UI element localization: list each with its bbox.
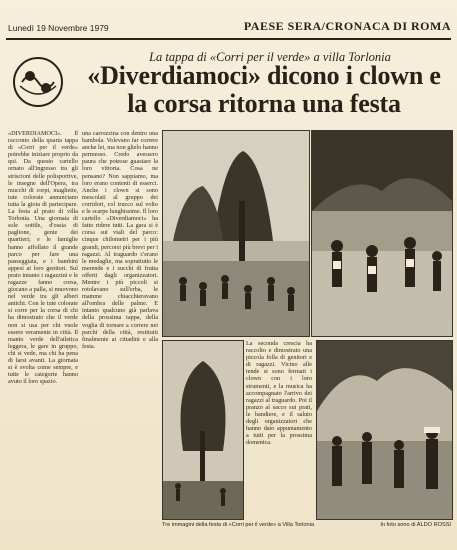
photo-credit: In foto sono di ALDO ROSSI (380, 522, 451, 528)
section-title: PAESE SERA/CRONACA DI ROMA (243, 19, 451, 33)
article-column-2: una carrozzina con dentro una bambola. Volevano far correre anche lei, ma non glielo hanno permesso. Credo avessero paura che potesse guastare la loro vittoria. Cosa ne pensano? Non sappiamo, ma loro erano contenti di esserci. Anche i clown si sono mescolati al gruppo dei corridori, col trucco sul volto e le scarpe lunghissime. Il loro cartello «Diverdiamoci» ha fatto ridere tutti. La gara si è corsa sui viali del parco: cinque chilometri per i più grandi, percorsi più brevi per i ragazzi. Al traguardo c'erano le medaglie, ma soprattutto le merende e i succhi di frutta offerti dagli organizzatori. Mentre i più piccoli si rotolavano sull'erba, le mamme chiacchieravano all'ombra delle palme. E intanto qualcuno già parlava della prossima tappa, della voglia di tornare a correre nei parchi della città, restituiti finalmente ai cittadini e alla festa. (82, 130, 158, 350)
masthead-rule (6, 38, 451, 40)
photo-runners (311, 130, 453, 337)
campaign-logo-icon (12, 56, 64, 108)
article-column-3: La seconda crescia ha raccolto e dimostrato una piccola folla di genitori e di ragazzi. Vicino alle tende si sono fermati i clown con i loro strumenti, e la musica ha accompagnato l'arrivo dei ragazzi al traguardo. Poi il pranzo al sacco sui prati, le bandiere, e il saluto degli organizzatori che hanno dato appuntamento a tutti per la prossima domenica. (246, 340, 312, 447)
photo-clowns (316, 340, 453, 520)
article-kicker: La tappa di «Corri per il verde» a villa Torlonia (149, 50, 391, 64)
issue-date: Lunedì 19 Novembre 1979 (8, 23, 109, 33)
photo-caption (162, 522, 451, 528)
article-headline: «Diverdiamoci» dicono i clown e la corsa ritorna una festa (87, 61, 441, 118)
masthead (6, 19, 451, 36)
photo-trees (162, 340, 244, 520)
photo-race-crowd (162, 130, 310, 337)
article-column-1: «DIVERDIAMOCI». Il racconto della quarta tappa di «Corri per il verde» potrebbe iniziare proprio da qui. Da questo cartello ornato all'ingresso tra gli striscioni delle polisportive, le insegne dell'Opera, tra mucchi di corpi, magliette, tute colorate annunciano tutta la gioia di partecipare. La festa al prato di villa Torlonia. Una giornata di sole sottile, d'ossia di paglione, gente dei quartieri; e le famiglie hanno affollato il grande parco per fare una passeggiata, e i bambini appesi ai loro genitori. Sul prato intanto i ragazzini e le ragazze fanno corsa, giocano a palla, si muovono nel verde tra gli alberi antichi. Con le tute colorate si corre per la corsa di chi ha dimostrato che il verde non si usa per chi vuole essere veramente in città. Il manto verde dell'atletica leggera, le gare in gruppo, chi si vede, ma chi ha pena di farsi avanti. La giornata si è svolta come sempre, e tutte le categorie hanno avuto il loro spazio. (8, 130, 78, 386)
caption-text: Tre immagini della festa di «Corri per il verde» a Villa Torlonia (162, 522, 314, 528)
